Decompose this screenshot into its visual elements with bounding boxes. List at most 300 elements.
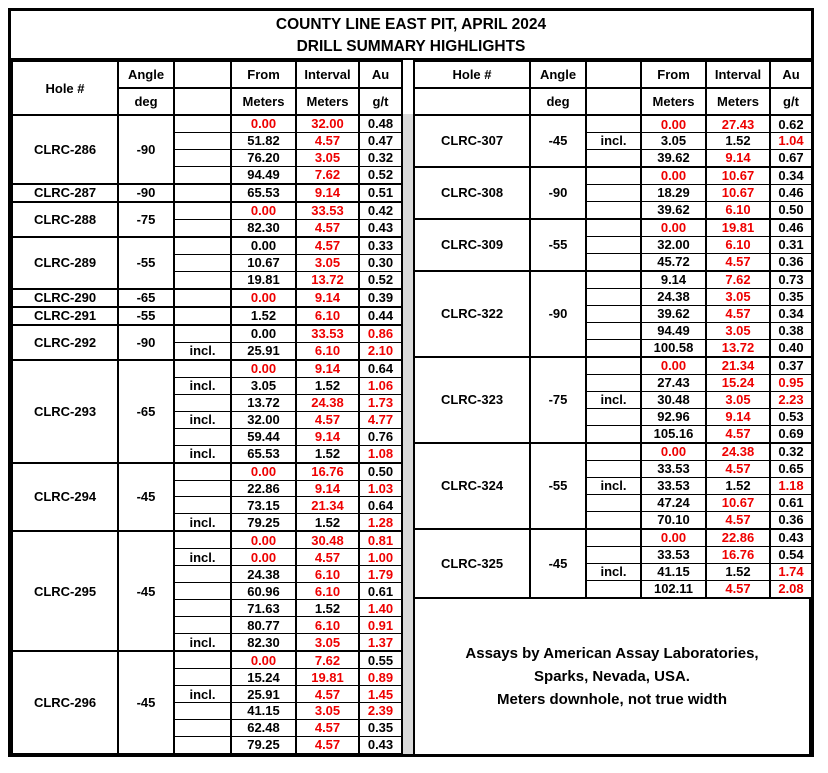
from-cell: 33.53 [641,477,706,494]
interval-cell: 4.57 [296,549,359,566]
from-cell: 0.00 [231,549,296,566]
au-cell: 0.35 [359,719,402,736]
au-cell: 0.51 [359,184,402,202]
from-cell: 79.25 [231,514,296,531]
incl-cell [174,394,231,411]
interval-row [12,115,402,132]
angle-cell: -90 [118,184,174,202]
col-header-au: Au [770,61,812,88]
incl-cell [174,237,231,254]
incl-cell [586,253,641,271]
drill-summary-sheet [8,8,814,757]
au-cell: 0.32 [770,443,812,461]
from-cell: 51.82 [231,132,296,149]
angle-cell: -90 [118,325,174,360]
incl-cell [174,271,231,288]
from-cell: 3.05 [641,133,706,150]
unit-header-meters-interval: Meters [706,88,770,115]
interval-row [414,115,812,133]
angle-cell: -45 [118,463,174,532]
interval-cell: 13.72 [296,271,359,288]
incl-cell: incl. [174,445,231,462]
angle-cell: -45 [118,651,174,754]
angle-cell: -55 [118,237,174,289]
interval-cell: 1.52 [296,514,359,531]
incl-cell [586,460,641,477]
interval-cell: 33.53 [296,325,359,342]
assay-note-line1: Assays by American Assay Laboratories, [465,644,759,662]
from-cell: 41.15 [231,703,296,720]
angle-cell: -65 [118,360,174,463]
from-cell: 0.00 [231,237,296,254]
interval-cell: 6.10 [706,201,770,219]
au-cell: 0.43 [770,529,812,547]
interval-cell: 1.52 [296,600,359,617]
incl-cell [174,132,231,149]
from-cell: 22.86 [231,480,296,497]
unit-header-meters-from: Meters [231,88,296,115]
interval-cell: 9.14 [296,289,359,307]
incl-cell [174,463,231,480]
incl-cell [586,374,641,391]
from-cell: 0.00 [641,219,706,237]
from-cell: 76.20 [231,149,296,166]
au-cell: 0.38 [770,322,812,339]
incl-cell [586,408,641,425]
interval-cell: 10.67 [706,494,770,511]
hole-id-cell: CLRC-322 [414,271,530,357]
from-cell: 47.24 [641,494,706,511]
from-cell: 30.48 [641,391,706,408]
incl-cell: incl. [586,391,641,408]
incl-cell [174,651,231,668]
interval-cell: 4.57 [706,305,770,322]
interval-cell: 9.14 [706,149,770,167]
col-header-interval: Interval [296,61,359,88]
au-cell: 0.46 [770,219,812,237]
incl-cell [174,480,231,497]
assay-note-line2: Sparks, Nevada, USA. [534,667,690,685]
from-cell: 18.29 [641,184,706,201]
au-cell: 0.69 [770,425,812,443]
interval-cell: 4.57 [296,736,359,754]
header-row-top [414,61,812,88]
from-cell: 3.05 [231,377,296,394]
incl-cell [586,339,641,357]
col-header-angle: Angle [118,61,174,88]
incl-cell [174,428,231,445]
hole-id-cell: CLRC-292 [12,325,118,360]
col-header-angle: Angle [530,61,586,88]
from-cell: 80.77 [231,617,296,634]
from-cell: 27.43 [641,374,706,391]
au-cell: 2.23 [770,391,812,408]
interval-cell: 1.52 [706,477,770,494]
interval-row [12,237,402,254]
au-cell: 0.33 [359,237,402,254]
interval-cell: 15.24 [706,374,770,391]
interval-cell: 6.10 [296,342,359,359]
unit-header-meters-interval: Meters [296,88,359,115]
incl-cell [174,254,231,271]
col-header-interval: Interval [706,61,770,88]
from-cell: 71.63 [231,600,296,617]
au-cell: 0.62 [770,115,812,133]
from-cell: 13.72 [231,394,296,411]
interval-row [414,271,812,289]
tables-area [11,60,811,754]
incl-cell [586,322,641,339]
col-header-from: From [231,61,296,88]
incl-cell [174,289,231,307]
au-cell: 0.30 [359,254,402,271]
incl-cell [174,325,231,342]
incl-cell [174,219,231,236]
angle-cell: -55 [530,443,586,529]
hole-id-cell: CLRC-307 [414,115,530,167]
au-cell: 0.81 [359,531,402,548]
interval-cell: 21.34 [706,357,770,375]
hole-id-cell: CLRC-295 [12,531,118,651]
au-cell: 1.04 [770,133,812,150]
from-cell: 24.38 [641,288,706,305]
au-cell: 0.52 [359,271,402,288]
au-cell: 0.31 [770,236,812,253]
col-header-from: From [641,61,706,88]
interval-row [12,289,402,307]
interval-cell: 3.05 [296,254,359,271]
au-cell: 0.55 [359,651,402,668]
from-cell: 60.96 [231,583,296,600]
hole-id-cell: CLRC-324 [414,443,530,529]
interval-cell: 30.48 [296,531,359,548]
interval-cell: 3.05 [706,288,770,305]
unit-header-blank [586,88,641,115]
interval-cell: 6.10 [296,566,359,583]
interval-cell: 1.52 [296,377,359,394]
incl-cell [586,425,641,443]
from-cell: 9.14 [641,271,706,289]
from-cell: 79.25 [231,736,296,754]
from-cell: 1.52 [231,307,296,325]
au-cell: 2.39 [359,703,402,720]
interval-cell: 1.52 [706,133,770,150]
unit-header-meters-from: Meters [641,88,706,115]
from-cell: 32.00 [641,236,706,253]
au-cell: 0.40 [770,339,812,357]
interval-cell: 1.52 [706,563,770,580]
au-cell: 0.36 [770,511,812,529]
incl-cell [586,167,641,185]
au-cell: 1.18 [770,477,812,494]
interval-row [12,184,402,202]
right-column [413,60,811,754]
from-cell: 105.16 [641,425,706,443]
interval-cell: 1.52 [296,445,359,462]
from-cell: 15.24 [231,669,296,686]
hole-id-cell: CLRC-290 [12,289,118,307]
drill-table-left [11,60,403,755]
from-cell: 0.00 [231,531,296,548]
interval-cell: 21.34 [296,497,359,514]
angle-cell: -55 [530,219,586,271]
from-cell: 65.53 [231,445,296,462]
au-cell: 0.48 [359,115,402,132]
from-cell: 39.62 [641,305,706,322]
hole-id-cell: CLRC-296 [12,651,118,754]
interval-cell: 16.76 [706,546,770,563]
from-cell: 94.49 [231,166,296,183]
from-cell: 0.00 [231,325,296,342]
interval-row [414,219,812,237]
from-cell: 10.67 [231,254,296,271]
from-cell: 0.00 [231,651,296,668]
drill-table-right [413,60,813,599]
sheet-title [11,11,811,60]
interval-cell: 7.62 [296,166,359,183]
incl-cell: incl. [586,477,641,494]
angle-cell: -75 [118,202,174,237]
interval-cell: 9.14 [296,480,359,497]
from-cell: 25.91 [231,342,296,359]
table-divider [403,60,413,754]
au-cell: 0.43 [359,736,402,754]
incl-cell [174,184,231,202]
au-cell: 0.46 [770,184,812,201]
hole-id-cell: CLRC-286 [12,115,118,184]
from-cell: 82.30 [231,634,296,651]
incl-cell [586,494,641,511]
angle-cell: -75 [530,357,586,443]
interval-cell: 27.43 [706,115,770,133]
interval-cell: 32.00 [296,115,359,132]
interval-cell: 4.57 [296,719,359,736]
incl-cell [586,236,641,253]
col-header-incl [586,61,641,88]
from-cell: 0.00 [231,115,296,132]
interval-cell: 4.57 [706,425,770,443]
hole-id-cell: CLRC-309 [414,219,530,271]
incl-cell [586,184,641,201]
interval-cell: 6.10 [296,307,359,325]
from-cell: 24.38 [231,566,296,583]
interval-cell: 4.57 [296,219,359,236]
interval-row [414,529,812,547]
au-cell: 1.28 [359,514,402,531]
incl-cell [174,736,231,754]
incl-cell [586,115,641,133]
incl-cell [586,271,641,289]
au-cell: 0.52 [359,166,402,183]
au-cell: 4.77 [359,411,402,428]
incl-cell [174,531,231,548]
interval-cell: 9.14 [706,408,770,425]
au-cell: 1.06 [359,377,402,394]
hole-id-cell: CLRC-288 [12,202,118,237]
interval-cell: 4.57 [706,253,770,271]
angle-cell: -45 [530,115,586,167]
col-header-incl [174,61,231,88]
au-cell: 0.76 [359,428,402,445]
incl-cell: incl. [586,133,641,150]
angle-cell: -55 [118,307,174,325]
interval-row [12,307,402,325]
incl-cell [586,580,641,598]
au-cell: 0.32 [359,149,402,166]
au-cell: 0.37 [770,357,812,375]
from-cell: 0.00 [641,357,706,375]
unit-header-blank-hole [414,88,530,115]
interval-row [12,202,402,219]
interval-cell: 24.38 [296,394,359,411]
from-cell: 73.15 [231,497,296,514]
from-cell: 0.00 [641,167,706,185]
interval-cell: 3.05 [296,634,359,651]
incl-cell [174,600,231,617]
incl-cell [586,149,641,167]
from-cell: 19.81 [231,271,296,288]
au-cell: 0.44 [359,307,402,325]
hole-id-cell: CLRC-291 [12,307,118,325]
incl-cell [586,511,641,529]
interval-cell: 9.14 [296,184,359,202]
interval-cell: 7.62 [296,651,359,668]
angle-cell: -65 [118,289,174,307]
au-cell: 0.54 [770,546,812,563]
au-cell: 1.37 [359,634,402,651]
au-cell: 0.61 [770,494,812,511]
interval-cell: 3.05 [296,703,359,720]
angle-cell: -90 [118,115,174,184]
incl-cell: incl. [174,342,231,359]
incl-cell [586,219,641,237]
from-cell: 82.30 [231,219,296,236]
assay-note [413,599,811,754]
from-cell: 39.62 [641,201,706,219]
interval-cell: 4.57 [296,237,359,254]
incl-cell [174,669,231,686]
au-cell: 0.73 [770,271,812,289]
au-cell: 0.53 [770,408,812,425]
incl-cell [586,201,641,219]
au-cell: 0.50 [359,463,402,480]
from-cell: 0.00 [231,289,296,307]
au-cell: 2.10 [359,342,402,359]
hole-id-cell: CLRC-325 [414,529,530,598]
au-cell: 1.08 [359,445,402,462]
au-cell: 0.36 [770,253,812,271]
angle-cell: -90 [530,271,586,357]
from-cell: 0.00 [641,529,706,547]
incl-cell [586,443,641,461]
interval-cell: 10.67 [706,184,770,201]
incl-cell [174,115,231,132]
angle-cell: -90 [530,167,586,219]
interval-cell: 10.67 [706,167,770,185]
from-cell: 100.58 [641,339,706,357]
from-cell: 62.48 [231,719,296,736]
interval-cell: 6.10 [296,583,359,600]
incl-cell: incl. [174,549,231,566]
interval-row [414,167,812,185]
interval-row [12,531,402,548]
au-cell: 1.79 [359,566,402,583]
au-cell: 0.67 [770,149,812,167]
au-cell: 1.40 [359,600,402,617]
hole-id-cell: CLRC-293 [12,360,118,463]
from-cell: 0.00 [641,115,706,133]
incl-cell [174,360,231,377]
incl-cell [586,546,641,563]
interval-cell: 16.76 [296,463,359,480]
incl-cell [586,357,641,375]
au-cell: 0.34 [770,305,812,322]
assay-note-line3: Meters downhole, not true width [497,691,727,709]
from-cell: 65.53 [231,184,296,202]
hole-id-cell: CLRC-289 [12,237,118,289]
au-cell: 0.39 [359,289,402,307]
au-cell: 0.65 [770,460,812,477]
au-cell: 1.00 [359,549,402,566]
au-cell: 0.35 [770,288,812,305]
from-cell: 102.11 [641,580,706,598]
from-cell: 59.44 [231,428,296,445]
angle-cell: -45 [118,531,174,651]
au-cell: 0.61 [359,583,402,600]
interval-cell: 7.62 [706,271,770,289]
from-cell: 41.15 [641,563,706,580]
from-cell: 39.62 [641,149,706,167]
incl-cell [174,566,231,583]
au-cell: 0.89 [359,669,402,686]
incl-cell [174,719,231,736]
col-header-hole: Hole # [12,61,118,115]
interval-row [12,325,402,342]
incl-cell: incl. [586,563,641,580]
incl-cell [174,583,231,600]
interval-cell: 6.10 [706,236,770,253]
from-cell: 0.00 [231,463,296,480]
unit-header-deg: deg [118,88,174,115]
header-row-units [414,88,812,115]
interval-cell: 24.38 [706,443,770,461]
au-cell: 0.64 [359,497,402,514]
incl-cell: incl. [174,634,231,651]
unit-header-gpt: g/t [770,88,812,115]
hole-id-cell: CLRC-294 [12,463,118,532]
interval-cell: 4.57 [296,132,359,149]
au-cell: 0.91 [359,617,402,634]
incl-cell [586,305,641,322]
interval-cell: 4.57 [706,460,770,477]
interval-row [12,360,402,377]
from-cell: 70.10 [641,511,706,529]
au-cell: 1.45 [359,686,402,703]
interval-cell: 33.53 [296,202,359,219]
interval-cell: 22.86 [706,529,770,547]
interval-cell: 6.10 [296,617,359,634]
from-cell: 92.96 [641,408,706,425]
from-cell: 0.00 [641,443,706,461]
hole-id-cell: CLRC-287 [12,184,118,202]
interval-row [12,651,402,668]
incl-cell [586,288,641,305]
angle-cell: -45 [530,529,586,598]
unit-header-blank [174,88,231,115]
interval-cell: 3.05 [706,391,770,408]
au-cell: 0.95 [770,374,812,391]
incl-cell [174,617,231,634]
